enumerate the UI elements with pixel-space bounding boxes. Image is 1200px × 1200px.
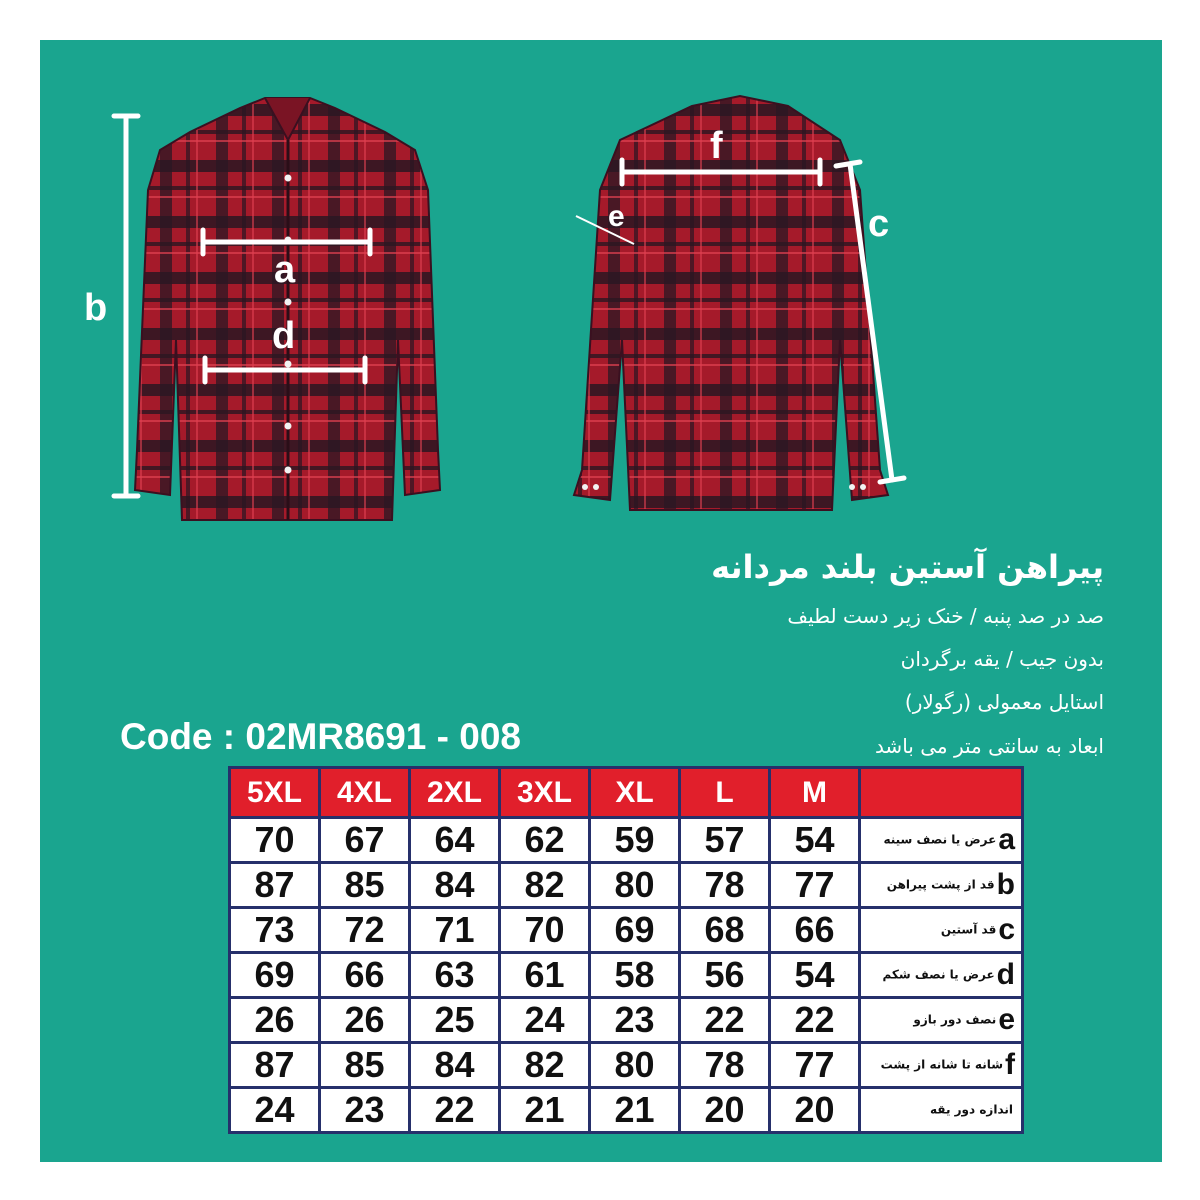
size-header: 5XL xyxy=(230,768,320,818)
measurement-label xyxy=(860,953,1023,998)
size-header: L xyxy=(680,768,770,818)
measurement-cell: 66 xyxy=(770,908,860,953)
table-row xyxy=(230,1088,1023,1133)
measurement-cell: 77 xyxy=(770,1043,860,1088)
measurement-cell: 25 xyxy=(410,998,500,1043)
measurement-cell: 26 xyxy=(320,998,410,1043)
measurement-label xyxy=(860,863,1023,908)
measurement-cell: 62 xyxy=(500,818,590,863)
measurement-cell: 84 xyxy=(410,863,500,908)
measurement-cell: 58 xyxy=(590,953,680,998)
size-header: 3XL xyxy=(500,768,590,818)
measurement-letter: b xyxy=(996,868,1015,901)
measurement-cell: 22 xyxy=(770,998,860,1043)
measurement-cell: 84 xyxy=(410,1043,500,1088)
measurement-cell: 85 xyxy=(320,1043,410,1088)
measurement-letter: e xyxy=(998,1003,1015,1036)
shirt-illustrations xyxy=(40,40,1162,560)
measurement-cell: 63 xyxy=(410,953,500,998)
measurement-name: نصف دور بازو xyxy=(913,1012,997,1027)
table-row xyxy=(230,1043,1023,1088)
measurement-cell: 20 xyxy=(680,1088,770,1133)
product-title: پیراهن آستین بلند مردانه xyxy=(711,548,1104,586)
table-row xyxy=(230,908,1023,953)
measurement-cell: 78 xyxy=(680,863,770,908)
measurement-name: عرض یا نصف شکم xyxy=(882,967,995,982)
measurement-cell: 67 xyxy=(320,818,410,863)
measurement-label xyxy=(860,818,1023,863)
measurement-cell: 87 xyxy=(230,863,320,908)
size-header: 2XL xyxy=(410,768,500,818)
size-header-row xyxy=(230,768,1023,818)
measurement-letter: f xyxy=(1005,1048,1015,1081)
table-row xyxy=(230,818,1023,863)
product-code: Code : 02MR8691 - 008 xyxy=(120,716,522,757)
label-header xyxy=(860,768,1023,818)
measurement-cell: 54 xyxy=(770,818,860,863)
measurement-label xyxy=(860,998,1023,1043)
measurement-cell: 77 xyxy=(770,863,860,908)
table-row xyxy=(230,863,1023,908)
measurement-cell: 78 xyxy=(680,1043,770,1088)
measurement-cell: 22 xyxy=(680,998,770,1043)
measurement-label xyxy=(860,908,1023,953)
measurement-cell: 24 xyxy=(230,1088,320,1133)
feature-4: ابعاد به سانتی متر می باشد xyxy=(874,734,1104,758)
measurement-letter: a xyxy=(998,823,1015,856)
table-row xyxy=(230,953,1023,998)
measurement-name: عرض یا نصف سینه xyxy=(883,832,997,847)
measure-b xyxy=(84,116,138,496)
measurement-cell: 87 xyxy=(230,1043,320,1088)
label-a: a xyxy=(274,249,296,291)
measurement-cell: 21 xyxy=(500,1088,590,1133)
measurement-cell: 61 xyxy=(500,953,590,998)
measurement-cell: 23 xyxy=(590,998,680,1043)
measurement-cell: 20 xyxy=(770,1088,860,1133)
measurement-cell: 80 xyxy=(590,863,680,908)
label-c: c xyxy=(868,203,890,245)
size-header: M xyxy=(770,768,860,818)
measurement-letter: c xyxy=(998,913,1015,946)
label-e: e xyxy=(608,200,625,233)
measurement-cell: 72 xyxy=(320,908,410,953)
measurement-cell: 80 xyxy=(590,1043,680,1088)
measurement-cell: 73 xyxy=(230,908,320,953)
size-table-body xyxy=(230,818,1023,1133)
measurement-cell: 71 xyxy=(410,908,500,953)
measurement-cell: 23 xyxy=(320,1088,410,1133)
size-header: XL xyxy=(590,768,680,818)
measurement-cell: 69 xyxy=(590,908,680,953)
label-b: b xyxy=(84,287,108,329)
measurement-cell: 82 xyxy=(500,1043,590,1088)
measurement-name: قد از پشت پیراهن xyxy=(886,877,995,892)
measurement-cell: 56 xyxy=(680,953,770,998)
measurement-letter: d xyxy=(996,958,1015,991)
table-row xyxy=(230,998,1023,1043)
measurement-name: اندازه دور یقه xyxy=(930,1102,1013,1117)
size-header: 4XL xyxy=(320,768,410,818)
measurement-cell: 70 xyxy=(230,818,320,863)
measurement-cell: 26 xyxy=(230,998,320,1043)
measurement-cell: 54 xyxy=(770,953,860,998)
measurement-cell: 70 xyxy=(500,908,590,953)
measurement-name: قد آستین xyxy=(940,922,997,937)
feature-3: استایل معمولی (رگولار) xyxy=(904,690,1104,714)
label-d: d xyxy=(272,315,296,357)
measurement-cell: 69 xyxy=(230,953,320,998)
measurement-cell: 68 xyxy=(680,908,770,953)
measurement-cell: 57 xyxy=(680,818,770,863)
front-shirt xyxy=(135,98,440,520)
measurement-cell: 21 xyxy=(590,1088,680,1133)
measurement-cell: 59 xyxy=(590,818,680,863)
measurement-cell: 24 xyxy=(500,998,590,1043)
label-f: f xyxy=(710,125,723,167)
measurement-cell: 64 xyxy=(410,818,500,863)
measurement-label xyxy=(860,1088,1023,1133)
measurement-cell: 85 xyxy=(320,863,410,908)
feature-2: بدون جیب / یقه برگردان xyxy=(900,647,1104,671)
size-table xyxy=(228,766,1024,1134)
measurement-cell: 22 xyxy=(410,1088,500,1133)
measurement-cell: 82 xyxy=(500,863,590,908)
measurement-label xyxy=(860,1043,1023,1088)
feature-1: صد در صد پنبه / خنک زیر دست لطیف xyxy=(787,604,1104,628)
measurement-name: شانه تا شانه از پشت xyxy=(880,1057,1003,1072)
measurement-cell: 66 xyxy=(320,953,410,998)
